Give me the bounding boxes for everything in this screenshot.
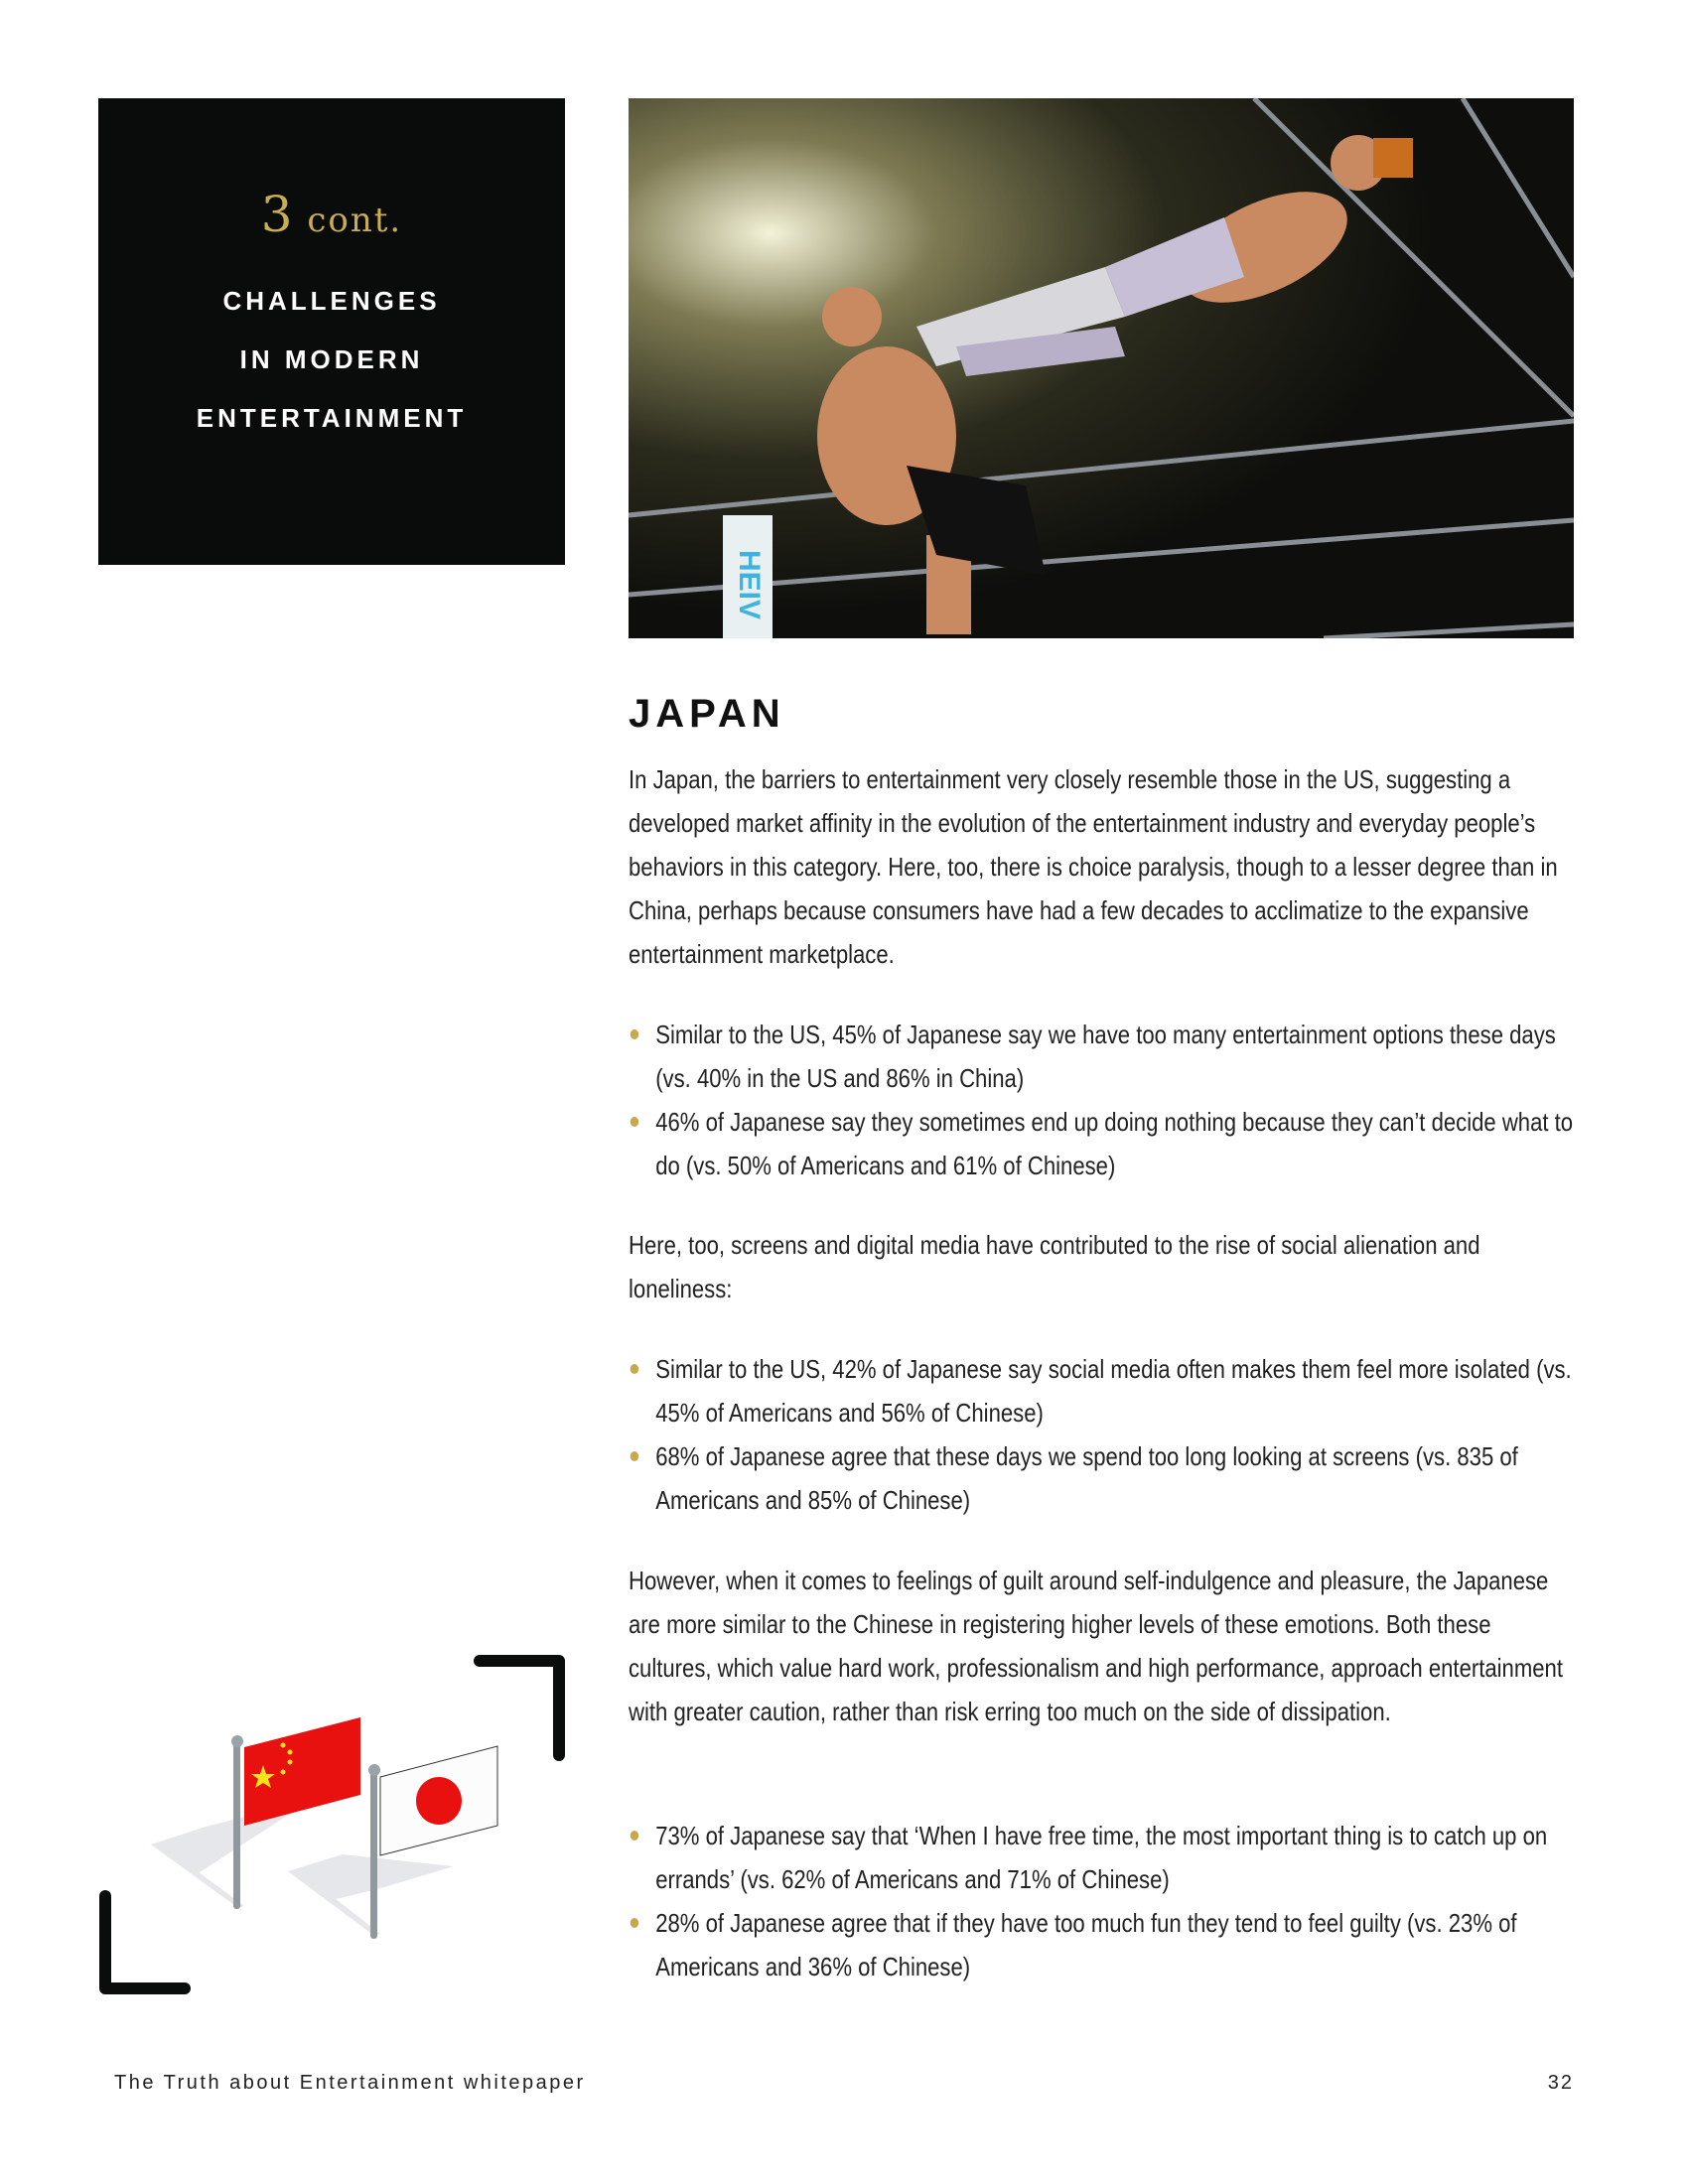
bullet-icon bbox=[631, 1029, 639, 1039]
section-label-box bbox=[98, 98, 565, 565]
list-item-text: Similar to the US, 45% of Japanese say we have too many entertainment options these days (vs. 40% in the US and 86% in China) bbox=[655, 1020, 1556, 1093]
section-number bbox=[98, 186, 565, 243]
list-item bbox=[629, 1347, 1574, 1434]
section-title bbox=[98, 272, 565, 448]
list-item bbox=[629, 1814, 1574, 1901]
list-item-text: 73% of Japanese say that ‘When I have free time, the most important thing is to catch up on errands’ (vs. 62% of Americans and 71% of Chinese) bbox=[655, 1821, 1548, 1894]
section-heading: JAPAN bbox=[629, 692, 785, 736]
china-flag-icon bbox=[231, 1717, 360, 1909]
paragraph-text: However, when it comes to feelings of guilt around self-indulgence and pleasure, the Japanese are more similar to the Chinese in registering higher levels of these emotions. Both these cultures, which value hard work, professionalism and high performance, approach entertainment with greater caution, rather than risk erring too much on the side of dissipation. bbox=[629, 1566, 1563, 1726]
section-title-line: CHALLENGES bbox=[222, 286, 441, 316]
banner-text: HEIV bbox=[733, 550, 766, 620]
bullet-icon bbox=[631, 1918, 639, 1928]
list-item-text: 68% of Japanese agree that these days we spend too long looking at screens (vs. 835 of Americans and 85% of Chinese) bbox=[655, 1441, 1518, 1515]
bullet-icon bbox=[631, 1451, 639, 1461]
bullet-icon bbox=[631, 1831, 639, 1841]
bullet-icon bbox=[631, 1117, 639, 1127]
paragraph-text: In Japan, the barriers to entertainment very closely resemble those in the US, suggesting a developed market affinity in the evolution of the entertainment industry and everyday people’s behaviors in this category. Here, too, there is choice paralysis, though to a lesser degree than in China, perhaps because consumers have had a few decades to acclimatize to the expansive entertainment marketplace. bbox=[629, 764, 1558, 969]
page-number: 32 bbox=[1547, 2072, 1574, 2094]
frame-bracket-icon bbox=[105, 1661, 559, 1988]
section-cont: cont. bbox=[307, 201, 403, 240]
footer-title: The Truth about Entertainment whitepaper bbox=[114, 2072, 586, 2094]
section-title-line: IN MODERN bbox=[239, 344, 424, 374]
intro-paragraph bbox=[629, 757, 1574, 976]
bullet-list-guilt bbox=[629, 1814, 1574, 1988]
list-item bbox=[629, 1100, 1574, 1187]
guilt-paragraph bbox=[629, 1559, 1574, 1733]
list-item bbox=[629, 1901, 1574, 1988]
section-title-line: ENTERTAINMENT bbox=[196, 403, 468, 433]
flag-shadows bbox=[151, 1799, 454, 1936]
screens-paragraph bbox=[629, 1223, 1574, 1310]
list-item-text: Similar to the US, 42% of Japanese say social media often makes them feel more isolated (vs. 45% of Americans and 56% of Chinese) bbox=[655, 1354, 1572, 1428]
list-item bbox=[629, 1013, 1574, 1100]
wrestling-photo bbox=[629, 98, 1574, 638]
bullet-list-choice bbox=[629, 1013, 1574, 1187]
bullet-icon bbox=[631, 1364, 639, 1374]
paragraph-text: Here, too, screens and digital media have contributed to the rise of social alienation and loneliness: bbox=[629, 1230, 1480, 1303]
japan-flag-icon bbox=[368, 1746, 497, 1939]
section-number-digit: 3 bbox=[260, 186, 295, 243]
list-item-text: 46% of Japanese say they sometimes end up doing nothing because they can’t decide what to do (vs. 50% of Americans and 61% of Chinese) bbox=[655, 1107, 1574, 1180]
list-item-text: 28% of Japanese agree that if they have too much fun they tend to feel guilty (vs. 23% of Americans and 36% of Chinese) bbox=[655, 1908, 1517, 1981]
bullet-list-isolation bbox=[629, 1347, 1574, 1522]
list-item bbox=[629, 1434, 1574, 1522]
